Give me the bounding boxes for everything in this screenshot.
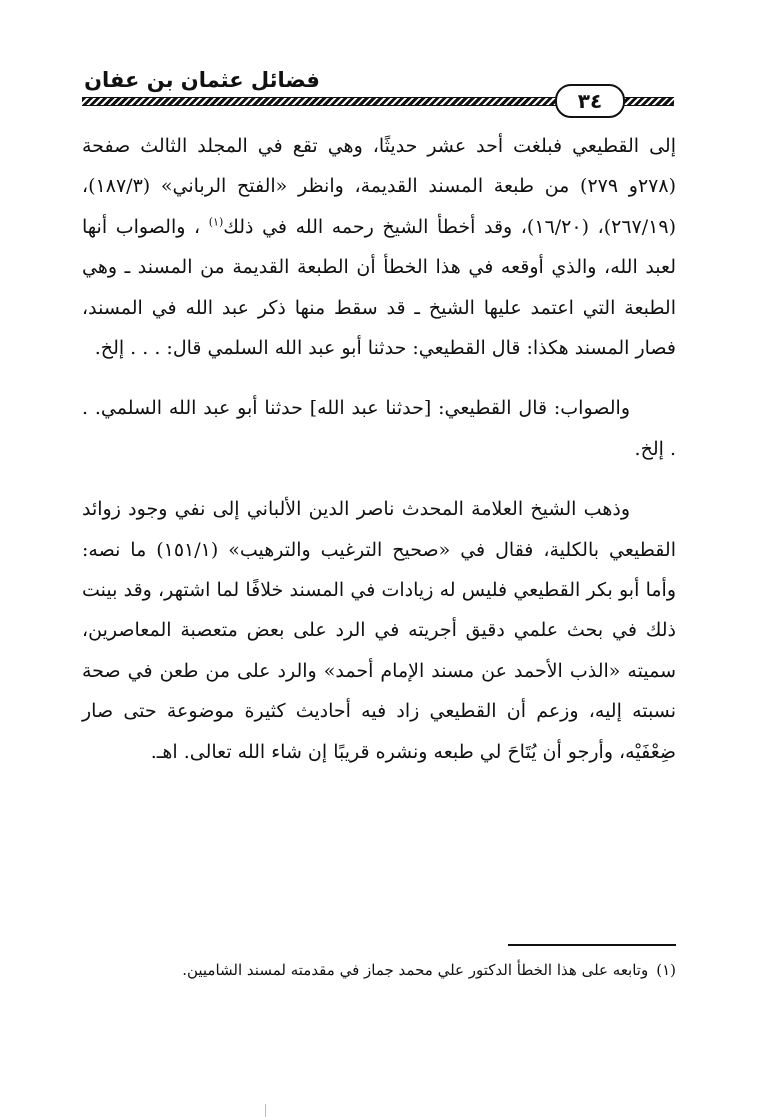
footnote-1 — [82, 957, 676, 983]
footnote-separator — [508, 944, 676, 946]
footnote-marker: (١) — [656, 961, 676, 979]
running-title: فضائل عثمان بن عفان — [84, 68, 320, 92]
page-edge-mark — [265, 1104, 266, 1117]
paragraph-2: والصواب: قال القطيعي: [حدثنا عبد الله] حدثنا أبو عبد الله السلمي. . . إلخ. — [82, 397, 676, 460]
footnote-reference: (١) — [208, 215, 224, 229]
paragraph-1-text: إلى القطيعي فبلغت أحد عشر حديثًا، وهي تقع في المجلد الثالث صفحة (٢٧٨و ٢٧٩) من طبعة المسند القديمة، وانظر «الفتح الرباني» (١٨٧/٣)، (٢٦٧/١٩)، (١٦/٢٠)، وقد أخطأ الشيخ رحمه الله في ذلك — [82, 135, 676, 238]
paragraph-1 — [82, 126, 676, 368]
paragraph-3: وذهب الشيخ العلامة المحدث ناصر الدين الألباني إلى نفي وجود زوائد القطيعي بالكلية، فقال في «صحيح الترغيب والترهيب» (١٥١/١) ما نصه: وأما أبو بكر القطيعي فليس له زيادات في المسند خلافًا لما اشتهر، وقد بينت ذلك في بحث علمي دقيق أجريته في الرد على بعض متعصبة المعاصرين، سميته «الذب الأحمد عن مسند الإمام أحمد» والرد على من طعن في صحة نسبته إليه، وزعم أن القطيعي زاد فيه أحاديث كثيرة موضوعة حتى صار ضِعْفَيْه، وأرجو أن يُتَاحَ لي طبعه ونشره قريبًا إن شاء الله تعالى. اهـ. — [82, 498, 676, 763]
main-text — [82, 126, 676, 772]
page-number: ٣٤ — [555, 84, 625, 118]
footnote-text: وتابعه على هذا الخطأ الدكتور علي محمد جماز في مقدمته لمسند الشاميين. — [182, 961, 649, 979]
paragraph-1-text-continued: ، والصواب أنها لعبد الله، والذي أوقعه في هذا الخطأ أن الطبعة القديمة من المسند ـ وهي الطبعة التي اعتمد عليها الشيخ ـ قد سقط منها ذكر عبد الله في المسند، فصار المسند هكذا: قال القطيعي: حدثنا أبو عبد الله السلمي قال: . . . إلخ. — [82, 215, 676, 360]
